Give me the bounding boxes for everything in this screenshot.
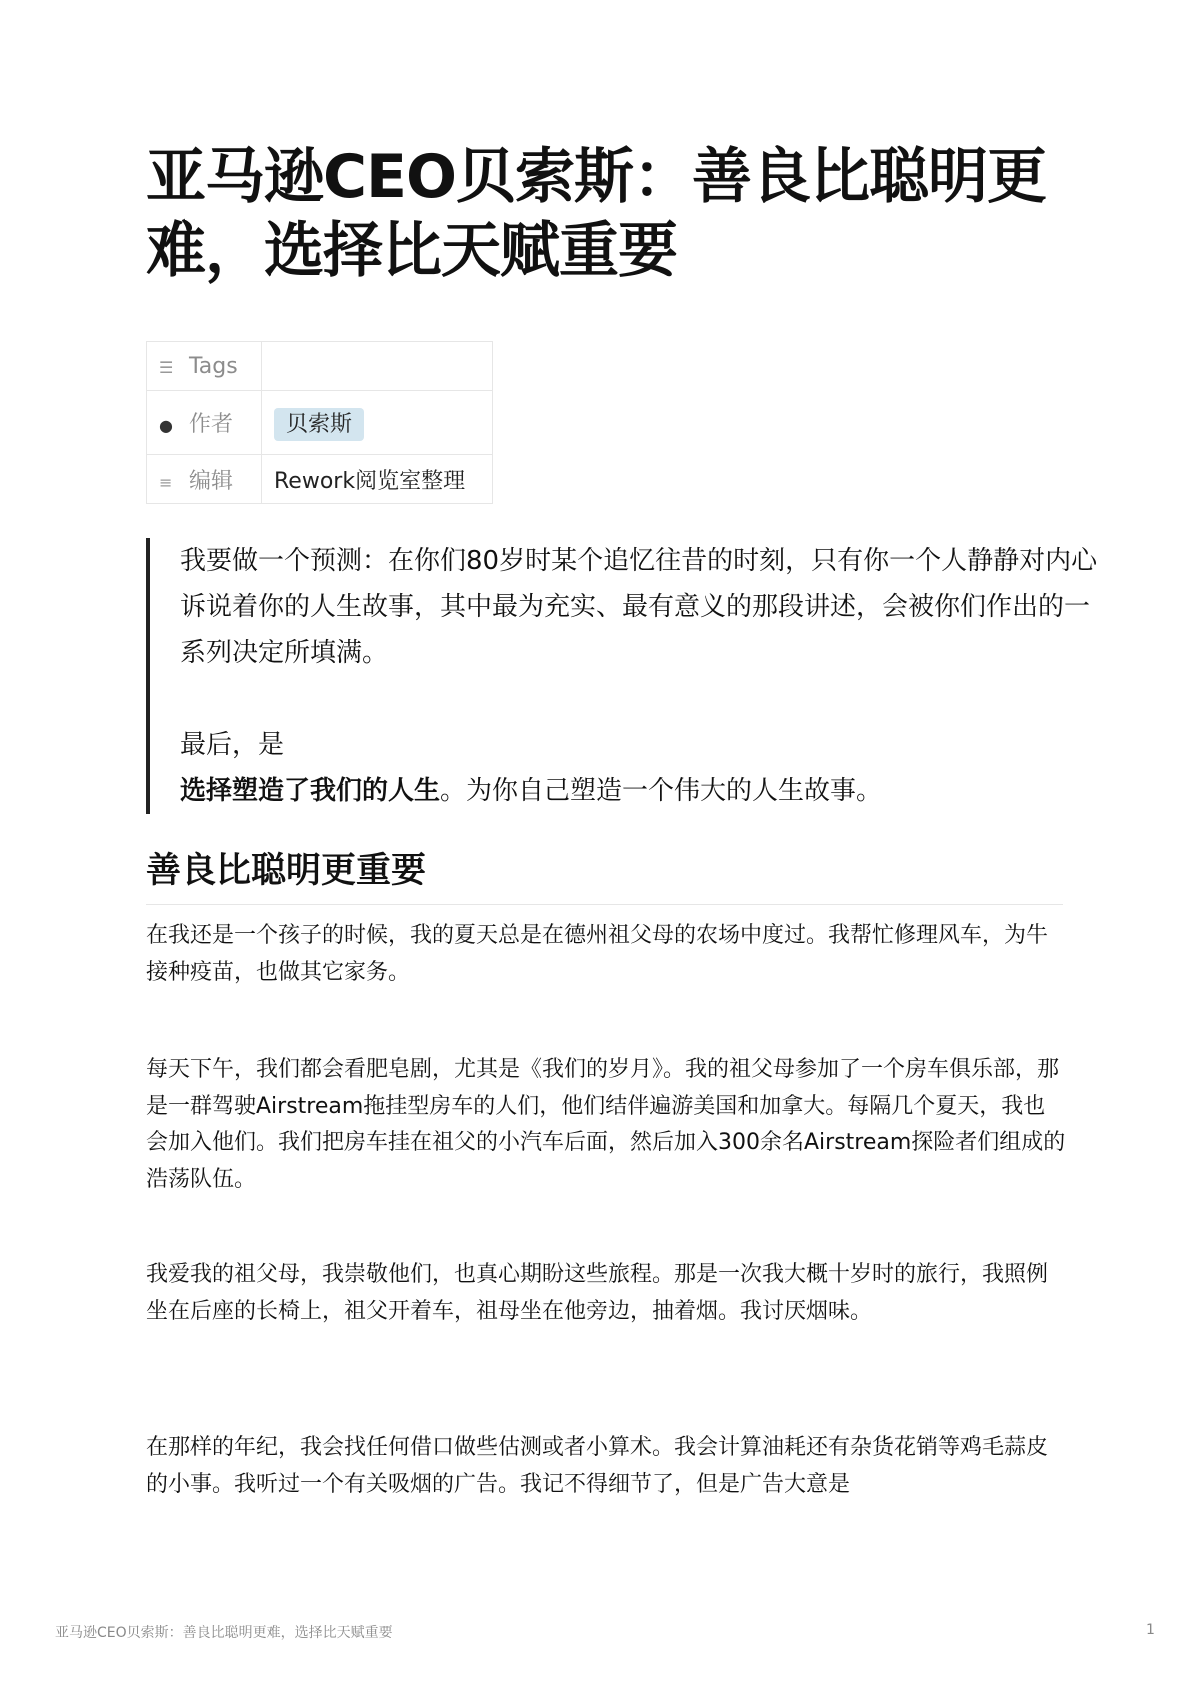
- divider: [146, 904, 1063, 905]
- quote-text: 。为你自己塑造一个伟大的人生故事。: [440, 776, 883, 806]
- paragraph: 每天下午，我们都会看肥皂剧，尤其是《我们的岁月》。我的祖父母参加了一个房车俱乐部，那是一群驾驶Airstream拖挂型房车的人们，他们结伴遍游美国和加拿大。每隔几个夏天，我也会加入他们。我们把房车挂在祖父的小汽车后面，然后加入300余名Airstream探险者们组成的浩荡队伍。: [146, 1057, 1066, 1192]
- footer-title: 亚马逊CEO贝索斯：善良比聪明更难，选择比天赋重要: [55, 1625, 393, 1641]
- person-icon: ●: [159, 416, 173, 435]
- property-key: 作者: [189, 412, 234, 437]
- property-key: Tags: [189, 353, 238, 379]
- section-heading: 善良比聪明更重要: [146, 851, 427, 891]
- properties-table: [146, 341, 493, 504]
- property-key: 编辑: [189, 468, 234, 494]
- quote-block: [146, 538, 1100, 814]
- author-tag[interactable]: 贝索斯: [274, 408, 364, 441]
- paragraph: 我爱我的祖父母，我崇敬他们，也真心期盼这些旅程。那是一次我大概十岁时的旅行，我照例坐在后座的长椅上，祖父开着车，祖母坐在他旁边，抽着烟。我讨厌烟味。: [146, 1262, 1049, 1324]
- list-icon: ☰: [159, 357, 174, 377]
- property-row-author: [147, 391, 493, 455]
- paragraph: 在那样的年纪，我会找任何借口做些估测或者小算术。我会计算油耗还有杂货花销等鸡毛蒜皮的小事。我听过一个有关吸烟的广告。我记不得细节了，但是广告大意是: [146, 1435, 1049, 1497]
- text-icon: ≡: [159, 472, 173, 492]
- property-row-editor: [147, 455, 493, 504]
- page-number: 1: [1146, 1622, 1155, 1638]
- property-row-tags: [147, 342, 493, 391]
- page-title: 亚马逊CEO贝索斯：善良比聪明更难，选择比天赋重要: [146, 142, 1047, 286]
- paragraph: 在我还是一个孩子的时候，我的夏天总是在德州祖父母的农场中度过。我帮忙修理风车，为牛接种疫苗，也做其它家务。: [146, 923, 1049, 985]
- quote-paragraph: 最后，是: [180, 730, 285, 760]
- property-value[interactable]: Rework阅览室整理: [262, 455, 493, 504]
- property-value[interactable]: [262, 342, 493, 391]
- quote-bold: 选择塑造了我们的人生: [180, 776, 441, 806]
- quote-paragraph: 我要做一个预测：在你们80岁时某个追忆往昔的时刻，只有你一个人静静对内心诉说着你的人生故事，其中最为充实、最有意义的那段讲述，会被你们作出的一系列决定所填满。: [180, 546, 1098, 668]
